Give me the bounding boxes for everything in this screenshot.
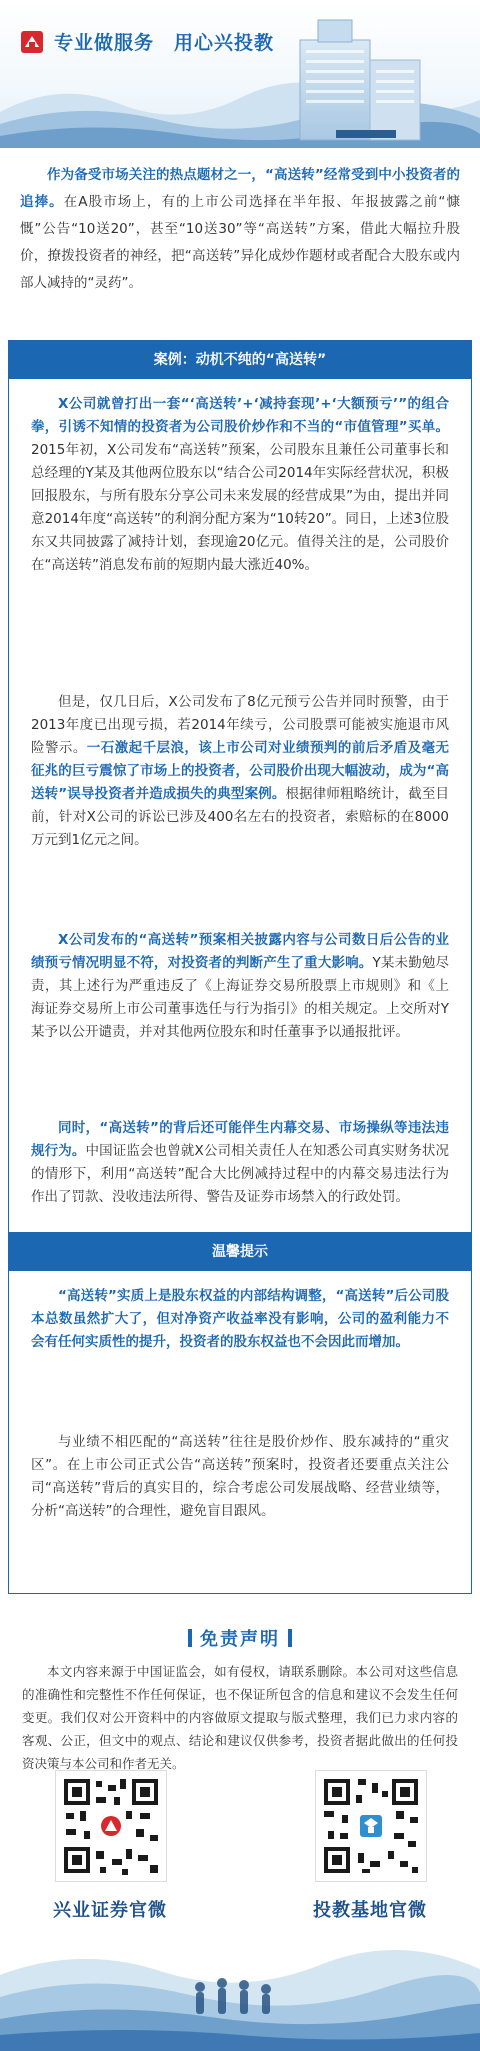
disclaimer-heading: 免责声明 [0, 1625, 480, 1651]
qr-label-xingye: 兴业证券官微 [53, 1900, 167, 1921]
title-bar-right-icon [288, 1629, 292, 1647]
xingye-qr-code[interactable] [55, 1770, 167, 1882]
disclaimer-text: 本文内容来源于中国证监会，如有侵权，请联系删除。本公司对这些信息的准确性和完整性不作任何保证，也不保证所包含的信息和建议不会发生任何变更。我们仅对公开资料中的内容做原文提取与版式整理，我们已力求内容的客观、公正，但文中的观点、结论和建议仅供参考，投资者据此做出的任何投资决策与本公司和作者无关。 [22, 1664, 458, 1771]
tips-section [8, 1232, 472, 1594]
education-base-qr-code[interactable] [315, 1770, 427, 1882]
case-section [8, 340, 472, 1262]
title-bar-left-icon [188, 1629, 192, 1647]
footer-landscape-icon [0, 1935, 480, 2051]
tips-title: 温馨提示 [9, 1233, 471, 1271]
xingye-logo-icon [20, 30, 44, 54]
case-title: 案例：动机不纯的“高送转” [9, 341, 471, 379]
qr-label-education: 投教基地官微 [313, 1900, 427, 1921]
intro-paragraph [20, 162, 460, 297]
header-banner [0, 0, 480, 148]
case-paragraph-3: X公司发布的“高送转”预案相关披露内容与公司数日后公告的业绩预亏情况明显不符，对投资者的判断产生了重大影响。Y某未勤勉尽责，其上述行为严重违反了《上海证券交易所股票上市规则》和《上海证券交易所上市公司董事选任与行为指引》的相关规定。上交所对Y某予以公开谴责，并对其他两位股东和时任董事予以通报批评。 [31, 932, 450, 1040]
case-paragraph-4: 同时，“高送转”的背后还可能伴生内幕交易、市场操纵等违法违规行为。中国证监会也曾就X公司相关责任人在知悉公司真实财务状况的情形下，利用“高送转”配合大比例减持过程中的内幕交易违法行为作出了罚款、没收违法所得、警告及证券市场禁入的行政处罚。 [31, 1120, 449, 1205]
banner-landscape-icon [0, 0, 480, 148]
tips-paragraph-1: “高送转”实质上是股东权益的内部结构调整，“高送转”后公司股本总数虽然扩大了，但对净资产收益率没有影响，公司的盈利能力不会有任何实质性的提升，投资者的股东权益也不会因此而增加。 [31, 1288, 449, 1350]
tips-paragraph-2: 与业绩不相匹配的“高送转”往往是股价炒作、股东减持的“重灾区”。在上市公司正式公告“高送转”预案时，投资者还要重点关注公司“高送转”背后的真实目的，综合考虑公司发展战略、经营业绩等，分析“高送转”的合理性，避免盲目跟风。 [31, 1434, 449, 1519]
intro-lead: 作为备受市场关注的热点题材之一，“高送转”经常受到中小投资者的追捧。 [20, 167, 460, 210]
case-paragraph-2: 但是，仅几日后，X公司发布了8亿元预亏公告并同时预警，由于2013年度已出现亏损，若2014年续亏，公司股票可能被实施退市风险警示。一石激起千层浪，该上市公司对业绩预判的前后矛盾及毫无征兆的巨亏震惊了市场上的投资者，公司股价出现大幅波动，成为“高送转”误导投资者并造成损失的典型案例。根据律师粗略统计，截至目前，针对X公司的诉讼已涉及400名左右的投资者，索赔标的在8000万元到1亿元之间。 [31, 694, 450, 848]
case-paragraph-1: X公司就曾打出一套“‘高送转’+‘减持套现’+‘大额预亏’”的组合拳，引诱不知情的投资者为公司股价炒作和不当的“市值管理”买单。2015年初，X公司发布“高送转”预案，公司股东且兼任公司董事长和总经理的Y某及其他两位股东以“结合公司2014年实际经营状况，积极回报股东，与所有股东分享公司未来发展的经营成果”为由，提出并同意2014年度“高送转”的利润分配方案为“10转20”。同日，上述3位股东又共同披露了减持计划，套现逾20亿元。值得关注的是，公司股价在“高送转”消息发布前的短期内最大涨近40%。 [31, 396, 449, 573]
intro-rest: 在A股市场上，有的上市公司选择在半年报、年报披露之前“慷慨”公告“10送20”，甚至“10送30”等“高送转”方案，借此大幅拉升股价，撩拨投资者的神经，把“高送转”异化成炒作题材或者配合大股东或内部人减持的“灵药”。 [20, 194, 461, 291]
banner-slogan: 专业做服务 用心兴投教 [54, 32, 275, 54]
